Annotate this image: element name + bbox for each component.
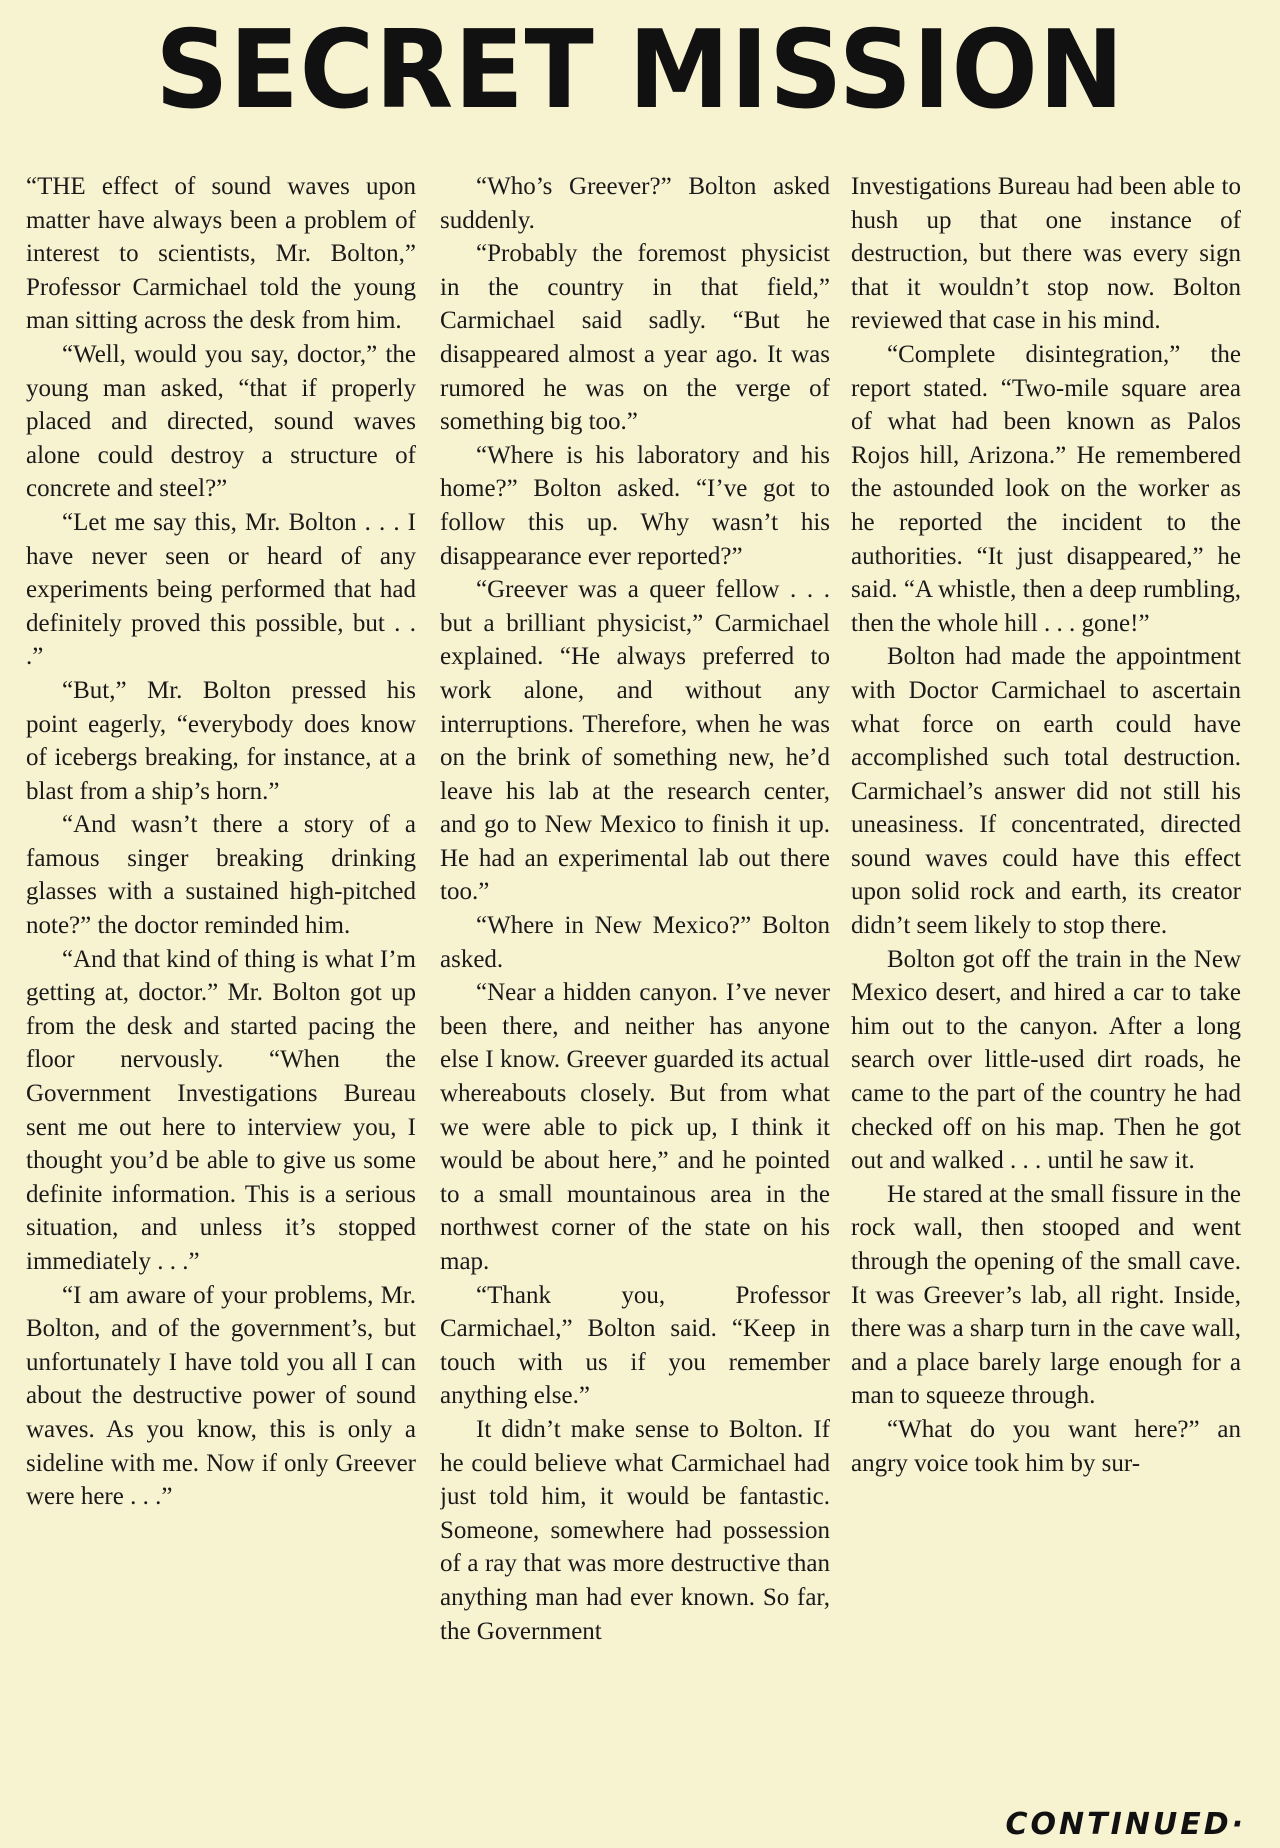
paragraph: Bolton had made the appointment with Doctor Carmichael to ascertain what force on earth could have accomplished such total destruction. Carmichael’s answer did not still his uneasiness. If concentrated, directed sound waves could have this effect upon solid rock and earth, its creator didn’t seem likely to stop there. xyxy=(851,643,1241,940)
paragraph: “Thank you, Professor Carmichael,” Bolton said. “Keep in touch with us if you remember anything else.” xyxy=(440,1281,830,1410)
paragraph: Bolton got off the train in the New Mexico desert, and hired a car to take him out to the canyon. After a long search over little-used dirt roads, he came to the part of the country he had checked off on his map. Then he got out and walked . . . until he saw it. xyxy=(851,945,1241,1175)
text-column-2 xyxy=(440,170,830,1810)
paragraph: “Where is his laboratory and his home?” Bolton asked. “I’ve got to follow this up. Why wasn’t his disappearance ever reported?” xyxy=(440,441,830,570)
title-word-mission: MISSION xyxy=(628,8,1125,133)
continued-label: CONTINUED· xyxy=(1005,1807,1246,1842)
paragraph: “Complete disintegration,” the report stated. “Two-mile square area of what had been known as Palos Rojos hill, Arizona.” He remembered the astounded look on the worker as he reported the incident to the authorities. “It just disappeared,” he said. “A whistle, then a deep rumbling, then the whole hill . . . gone!” xyxy=(851,340,1241,637)
text-column-3 xyxy=(851,170,1241,1810)
paragraph: “And that kind of thing is what I’m getting at, doctor.” Mr. Bolton got up from the desk and started pacing the floor nervously. “When the Government Investigations Bureau sent me out here to interview you, I thought you’d be able to give us some definite information. This is a serious situation, and unless it’s stopped immediately . . .” xyxy=(26,945,416,1275)
paragraph: “What do you want here?” an angry voice took him by sur- xyxy=(851,1415,1241,1477)
paragraph: “Near a hidden canyon. I’ve never been there, and neither has anyone else I know. Greever guarded its actual whereabouts closely. But from what we were able to pick up, I think it would be about here,” and he pointed to a small mountainous area in the northwest corner of the state on his map. xyxy=(440,979,830,1275)
paragraph: “THE effect of sound waves upon matter have always been a problem of interest to scientists, Mr. Bolton,” Professor Carmichael told the young man sitting across the desk from him. xyxy=(26,173,416,335)
paragraph: Investigations Bureau had been able to hush up that one instance of destruction, but there was every sign that it wouldn’t stop now. Bolton reviewed that case in his mind. xyxy=(851,173,1241,335)
paragraph: It didn’t make sense to Bolton. If he could believe what Carmichael had just told him, it would be fantastic. Someone, somewhere had possession of a ray that was more destructive than anything man had ever known. So far, the Government xyxy=(440,1415,830,1645)
paragraph: “I am aware of your problems, Mr. Bolton, and of the government’s, but unfortunately I have told you all I can about the destructive power of sound waves. As you know, this is only a sideline with me. Now if only Greever were here . . .” xyxy=(26,1281,416,1511)
paragraph: “And wasn’t there a story of a famous singer breaking drinking glasses with a sustained high-pitched note?” the doctor reminded him. xyxy=(26,811,416,940)
text-column-1 xyxy=(26,170,416,1810)
paragraph: “Well, would you say, doctor,” the young man asked, “that if properly placed and directed, sound waves alone could destroy a structure of concrete and steel?” xyxy=(26,340,416,503)
paragraph: “Greever was a queer fellow . . . but a brilliant physicist,” Carmichael explained. “He always preferred to work alone, and without any interruptions. Therefore, when he was on the brink of something new, he’d leave his lab at the research center, and go to New Mexico to finish it up. He had an experimental lab out there too.” xyxy=(440,576,830,906)
paragraph: “Where in New Mexico?” Bolton asked. xyxy=(440,912,830,973)
paragraph: “Probably the foremost physicist in the country in that field,” Carmichael said sadly. “But he disappeared almost a year ago. It was rumored he was on the verge of something big too.” xyxy=(440,240,830,436)
paragraph: “But,” Mr. Bolton pressed his point eagerly, “everybody does know of icebergs breaking, for instance, at a blast from a ship’s horn.” xyxy=(26,676,416,805)
paragraph: “Let me say this, Mr. Bolton . . . I have never seen or heard of any experiments being performed that had definitely proved this possible, but . . .” xyxy=(26,508,416,671)
story-title xyxy=(38,8,1241,133)
title-word-secret: SECRET xyxy=(155,8,595,133)
paragraph: “Who’s Greever?” Bolton asked suddenly. xyxy=(440,173,830,234)
paragraph: He stared at the small fissure in the rock wall, then stooped and went through the opening of the small cave. It was Greever’s lab, all right. Inside, there was a sharp turn in the cave wall, and a place barely large enough for a man to squeeze through. xyxy=(851,1180,1241,1410)
